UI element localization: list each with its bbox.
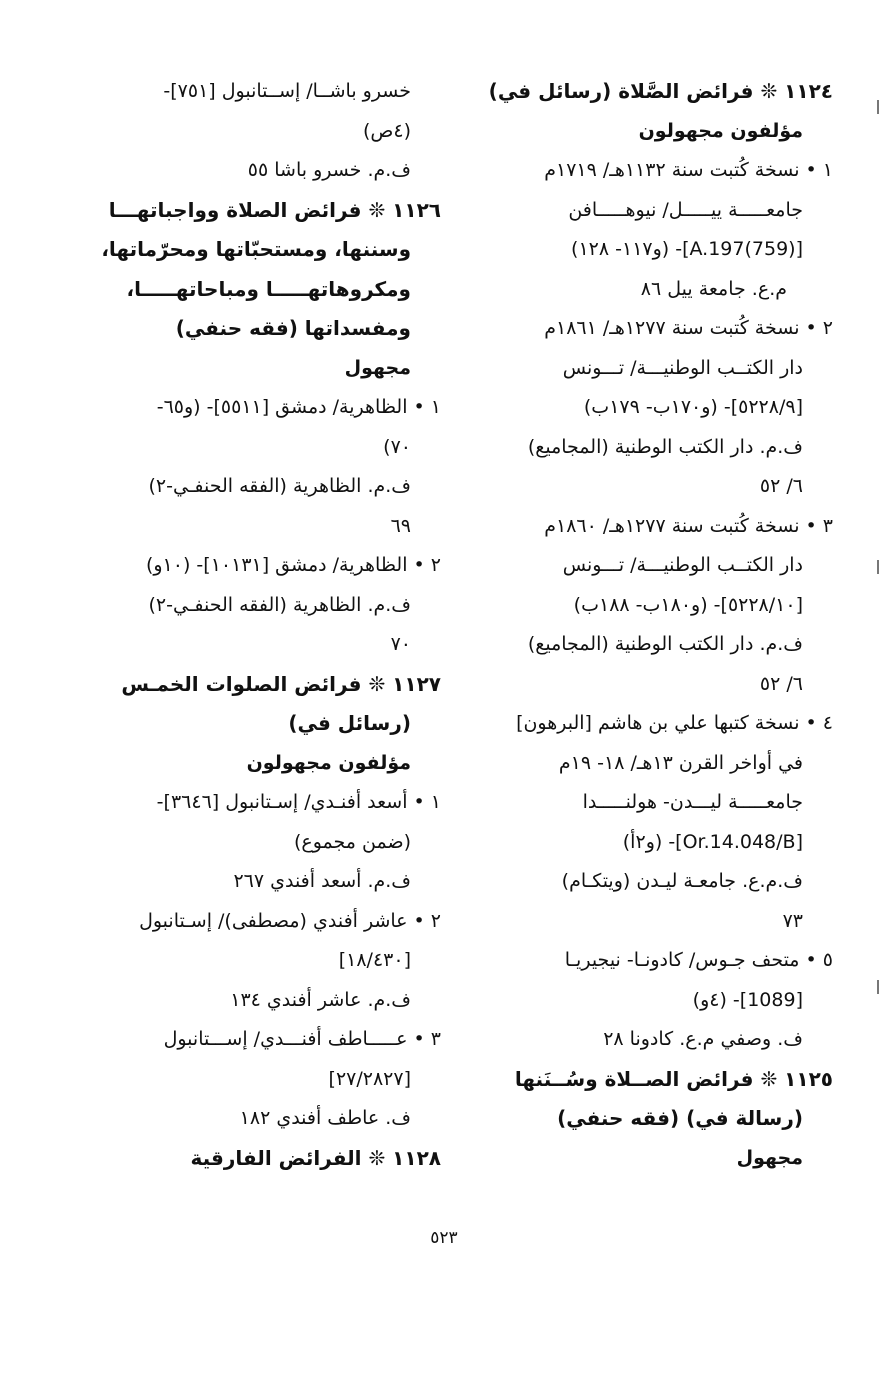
right-column-line: ١١٢٤ ❊ فرائض الصَّلاة (رسائل في) (488, 79, 833, 103)
right-column-line: مجهول (736, 1146, 803, 1169)
right-column-line: جامعـــــة ليـــدن- هولنـــــدا (582, 791, 803, 813)
left-column-line: ٢ • الظاهرية/ دمشق [١٠١٣١]- (١٠و) (145, 554, 441, 576)
left-column-line: [١٨/٤٣٠] (338, 949, 411, 971)
left-column-line: ١ • أسعد أفنـدي/ إسـتانبول [٣٦٤٦]- (156, 791, 441, 813)
left-column-line: ١ • الظاهرية/ دمشق [٥٥١١]- (و٦٥- (156, 396, 441, 418)
right-column-line: ٦/ ٥٢ (759, 475, 803, 497)
left-column-line: ٧٠ (390, 633, 411, 655)
left-column (96, 72, 441, 1178)
right-column-line: ٤ • نسخة كتبها علي بن هاشم [البرهون] (516, 712, 833, 734)
left-column-line: (رسائل في) (288, 711, 411, 735)
left-column-line: ف.م. الظاهرية (الفقه الحنفـي-٢) (148, 593, 411, 616)
right-column (478, 72, 833, 1178)
left-column-line: ٦٩ (390, 514, 411, 537)
right-column-line: ف.م. دار الكتب الوطنية (المجاميع) (527, 435, 803, 458)
left-column-line: ٣ • عـــــاطف أفنـــدي/ إســـتانبول (163, 1028, 441, 1050)
left-column-line: مؤلفون مجهولون (246, 751, 411, 774)
left-column-line: ٧٠) (383, 435, 411, 458)
right-column-line: مؤلفون مجهولون (638, 119, 803, 142)
left-column-line: ومكروهاتهـــــا ومباحاتهـــــا، (126, 276, 411, 301)
right-column-line: [Or.14.048/B]- (و٢أ) (622, 830, 803, 853)
right-column-line: ٥ • متحف جـوس/ كادونـا- نيجيريـا (564, 949, 833, 971)
left-column-line: ومفسداتها (فقه حنفي) (175, 316, 411, 340)
right-column-line: (رسالة في) (فقه حنفي) (557, 1106, 803, 1130)
right-column-line: [٥٢٢٨/١٠]- (و١٨٠ب- ١٨٨ب) (573, 593, 803, 616)
left-column-line: [٢٧/٢٨٢٧] (328, 1067, 411, 1090)
left-column-line: (٤ص) (362, 119, 411, 142)
left-column-line: ف.م. الظاهرية (الفقه الحنفـي-٢) (148, 475, 411, 497)
right-column-line: ٦/ ٥٢ (759, 672, 803, 695)
right-column-line: دار الكتــب الوطنيـــة/ تـــونس (562, 554, 803, 576)
left-column-line: ف.م. خسرو باشا ٥٥ (247, 159, 411, 181)
left-column-line: ١١٢٨ ❊ الفرائض الفارقية (190, 1145, 441, 1170)
left-column-line: ف. عاطف أفندي ١٨٢ (239, 1107, 411, 1129)
right-column-line: [1089]- (٤و) (692, 988, 803, 1011)
right-column-line: ٢ • نسخة كُتبت سنة ١٢٧٧هـ/ ١٨٦١م (544, 317, 833, 339)
left-column-line: وسننها، ومستحبّاتها ومحرّماتها، (101, 237, 411, 261)
page-number: ٥٢٣ (430, 1228, 458, 1248)
right-column-line: ١١٢٥ ❊ فرائض الصــلاة وسُــنَنها (514, 1066, 833, 1091)
right-column-line: ف.م.ع. جامعـة ليـدن (ويتكـام) (561, 870, 803, 892)
left-column-line: ١١٢٦ ❊ فرائض الصلاة وواجباتهـــا (108, 197, 441, 222)
right-column-line: في أواخر القرن ١٣هـ/ ١٨- ١٩م (558, 751, 803, 774)
scan-edge-mark (877, 980, 879, 994)
right-column-line: ف.م. دار الكتب الوطنية (المجاميع) (527, 633, 803, 655)
right-column-line: ف. وصفي م.ع. كادونا ٢٨ (603, 1028, 803, 1050)
left-column-line: خسرو باشــا/ إســتانبول [٧٥١]- (163, 80, 411, 102)
left-column-line: ١١٢٧ ❊ فرائض الصلوات الخمـس (121, 671, 441, 696)
right-column-line: دار الكتــب الوطنيـــة/ تـــونس (562, 356, 803, 379)
left-column-line: ف.م. أسعد أفندي ٢٦٧ (233, 870, 411, 892)
scan-edge-mark (877, 560, 879, 574)
left-column-line: (ضمن مجموع) (293, 830, 411, 853)
left-column-line: ٢ • عاشر أفندي (مصطفى)/ إسـتانبول (139, 909, 441, 932)
left-column-line: مجهول (344, 356, 411, 379)
left-column-line: ف.م. عاشر أفندي ١٣٤ (230, 988, 411, 1011)
right-column-line: ٧٣ (782, 909, 803, 932)
scan-edge-mark (877, 100, 879, 114)
right-column-line: ٣ • نسخة كُتبت سنة ١٢٧٧هـ/ ١٨٦٠م (544, 514, 833, 537)
right-column-line: [٥٢٢٨/٩]- (و١٧٠ب- ١٧٩ب) (583, 396, 803, 418)
right-column-line: جامعـــــة ييـــــل/ نيوهـــــافن (568, 198, 803, 221)
right-column-line: م.ع. جامعة ييل ٨٦ (640, 277, 787, 300)
right-column-line: ١ • نسخة كُتبت سنة ١١٣٢هـ/ ١٧١٩م (544, 159, 833, 181)
right-column-line: [A.197(759)]- (و١١٧- ١٢٨) (571, 238, 803, 260)
